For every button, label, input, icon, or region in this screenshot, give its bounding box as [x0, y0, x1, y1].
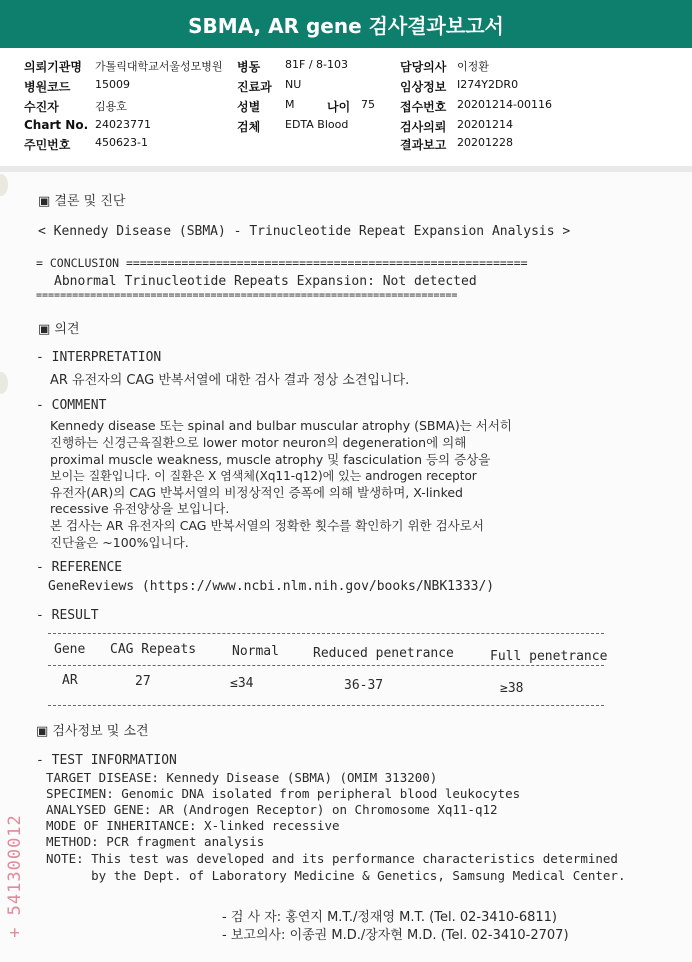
ward-label: 병동: [237, 60, 261, 74]
result-header-normal: Normal: [232, 644, 279, 659]
comment-line: Kennedy disease 또는 spinal and bulbar muscular atrophy (SBMA)는 서서히: [50, 418, 512, 433]
institution-value: 가톨릭대학교서울성모병원: [95, 60, 223, 73]
doctor-value: 이정환: [457, 60, 489, 73]
chart-label: Chart No.: [24, 118, 89, 132]
sex-value: M: [285, 98, 295, 111]
request-label: 검사의뢰: [400, 120, 447, 134]
section-opinion-heading: ▣ 의견: [38, 322, 80, 337]
result-header-gene: Gene: [54, 642, 86, 657]
report-date-label: 결과보고: [400, 138, 447, 152]
result-cell-normal: ≤34: [230, 676, 254, 691]
rrn-label: 주민번호: [24, 138, 71, 152]
request-value: 20201214: [457, 118, 513, 131]
result-cell-reduced: 36-37: [344, 678, 384, 693]
patient-label: 수진자: [24, 100, 59, 114]
result-cell-cag: 27: [135, 674, 151, 689]
report-title: SBMA, AR gene 검사결과보고서: [0, 0, 692, 48]
age-value: 75: [361, 98, 375, 111]
comment-line: recessive 유전양상을 보입니다.: [50, 501, 230, 516]
hospital-code-label: 병원코드: [24, 80, 71, 94]
comment-line: 보이는 질환입니다. 이 질환은 X 염색체(Xq11-q12)에 있는 androgen receptor: [50, 469, 477, 483]
reporter-signature: - 보고의사: 이종권 M.D./장자현 M.D. (Tel. 02-3410-2707): [222, 928, 569, 943]
report-date-value: 20201228: [457, 136, 513, 149]
doctor-label: 담당의사: [400, 60, 447, 74]
specimen-value: EDTA Blood: [285, 118, 349, 131]
reference-heading: - REFERENCE: [36, 560, 123, 575]
result-heading: - RESULT: [36, 608, 99, 623]
result-rule-bottom: [48, 705, 604, 706]
comment-heading: - COMMENT: [36, 398, 107, 413]
result-header-reduced: Reduced penetrance: [313, 646, 454, 661]
dept-label: 진료과: [237, 80, 272, 94]
receipt-value: 20201214-00116: [457, 98, 552, 111]
testinfo-line: TARGET DISEASE: Kennedy Disease (SBMA) (OMIM 313200): [46, 770, 438, 785]
specimen-label: 검체: [237, 120, 261, 134]
result-rule-top: [48, 633, 604, 634]
rrn-value: 450623-1: [95, 136, 148, 149]
section-conclusion-heading: ▣ 결론 및 진단: [38, 194, 126, 209]
chart-value: 24023771: [95, 118, 151, 131]
reference-text: GeneReviews (https://www.ncbi.nlm.nih.gov/books/NBK1333/): [48, 579, 495, 594]
document-stamp: + 541300012: [5, 814, 25, 938]
age-label: 나이: [327, 100, 351, 114]
conclusion-heading: = CONCLUSION ==========================================================: [36, 256, 528, 270]
conclusion-text: Abnormal Trinucleotide Repeats Expansion: Not detected: [54, 274, 477, 289]
receipt-label: 접수번호: [400, 100, 447, 114]
testinfo-line: SPECIMEN: Genomic DNA isolated from peripheral blood leukocytes: [46, 786, 521, 801]
testinfo-line: NOTE: This test was developed and its performance characteristics determined: [46, 851, 618, 866]
result-cell-full: ≥38: [500, 681, 524, 696]
testinfo-line: MODE OF INHERITANCE: X-linked recessive: [46, 818, 340, 833]
comment-line: 진단율은 ~100%입니다.: [50, 535, 189, 550]
ward-value: 81F / 8-103: [285, 58, 348, 71]
conclusion-rule: ======================================================================: [36, 290, 458, 301]
section-testinfo-heading: ▣ 검사정보 및 소견: [36, 724, 149, 739]
institution-label: 의뢰기관명: [24, 60, 82, 74]
result-header-full: Full penetrance: [490, 649, 608, 664]
testinfo-line: by the Dept. of Laboratory Medicine & Genetics, Samsung Medical Center.: [46, 868, 626, 883]
punch-hole: [0, 174, 8, 196]
hospital-code-value: 15009: [95, 78, 130, 91]
dept-value: NU: [285, 78, 302, 91]
comment-line: 진행하는 신경근육질환으로 lower motor neuron의 degeneration에 의해: [50, 435, 467, 450]
interpretation-text: AR 유전자의 CAG 반복서열에 대한 검사 결과 정상 소견입니다.: [50, 373, 410, 388]
punch-hole: [0, 372, 8, 394]
scanned-report: [0, 172, 692, 962]
testinfo-heading: - TEST INFORMATION: [36, 753, 177, 768]
patient-value: 김용호: [95, 100, 127, 113]
comment-line: proximal muscle weakness, muscle atrophy 및 fasciculation 등의 증상을: [50, 452, 491, 467]
test-name: < Kennedy Disease (SBMA) - Trinucleotide Repeat Expansion Analysis >: [38, 224, 571, 239]
interpretation-heading: - INTERPRETATION: [36, 350, 162, 365]
result-rule-mid: [48, 665, 604, 666]
result-header-cag: CAG Repeats: [110, 642, 197, 657]
testinfo-line: METHOD: PCR fragment analysis: [46, 834, 265, 849]
result-cell-gene: AR: [62, 673, 78, 688]
clinical-value: I274Y2DR0: [457, 78, 519, 91]
clinical-label: 임상정보: [400, 80, 447, 94]
examiner-signature: - 검 사 자: 홍연지 M.T./정재영 M.T. (Tel. 02-3410-6811): [222, 910, 557, 925]
comment-line: 유전자(AR)의 CAG 반복서열의 비정상적인 증폭에 의해 발생하며, X-linked: [50, 485, 463, 500]
comment-line: 본 검사는 AR 유전자의 CAG 반복서열의 정확한 횟수를 확인하기 위한 검사로서: [50, 518, 484, 533]
sex-label: 성별: [237, 100, 261, 114]
report-header: [0, 48, 692, 167]
testinfo-line: ANALYSED GENE: AR (Androgen Receptor) on Chromosome Xq11-q12: [46, 802, 498, 817]
